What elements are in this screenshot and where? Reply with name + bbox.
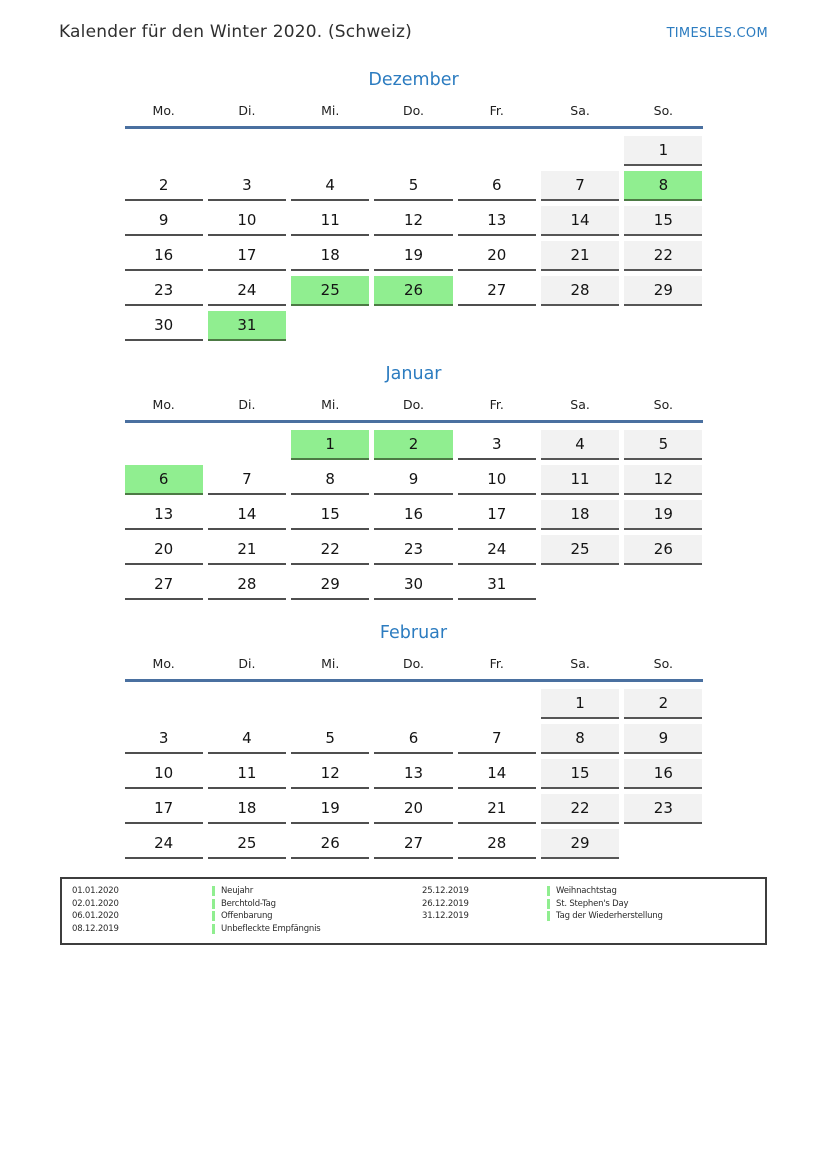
day-cell: 26	[291, 829, 369, 859]
weekday-header	[125, 103, 703, 129]
day-cell: 16	[125, 241, 203, 271]
day-cell: 25	[208, 829, 286, 859]
day-cell: 23	[374, 535, 452, 565]
weekday-label: Mi.	[321, 397, 340, 412]
weekday-label: Do.	[402, 103, 424, 118]
legend-date: 06.01.2020	[72, 911, 119, 922]
topbar	[0, 0, 827, 42]
page-title: Kalender für den Winter 2020. (Schweiz)	[59, 22, 412, 42]
day-cell: 26	[374, 276, 452, 306]
weekday-label: Fr.	[489, 103, 504, 118]
day-cell: 9	[624, 724, 702, 754]
legend-date: 08.12.2019	[72, 923, 119, 934]
day-cell: 10	[458, 465, 536, 495]
day-cell: 18	[541, 500, 619, 530]
day-cell: 24	[125, 829, 203, 859]
holiday-marker-icon	[547, 899, 550, 909]
weekday-label: Sa.	[570, 103, 590, 118]
day-cell: 8	[291, 465, 369, 495]
empty-cell	[624, 570, 702, 600]
day-cell: 1	[291, 430, 369, 460]
weekday-label: Mi.	[321, 103, 340, 118]
day-cell: 15	[541, 759, 619, 789]
day-cell: 19	[374, 241, 452, 271]
legend-holiday-name: Unbefleckte Empfängnis	[221, 923, 321, 934]
legend-date: 02.01.2020	[72, 898, 119, 909]
day-cell: 27	[458, 276, 536, 306]
weekday-label: Do.	[402, 656, 424, 671]
day-cell: 5	[374, 171, 452, 201]
holiday-legend	[60, 877, 767, 945]
empty-cell	[291, 689, 369, 719]
empty-cell	[125, 136, 203, 166]
empty-cell	[624, 311, 702, 341]
day-cell: 21	[458, 794, 536, 824]
day-cell: 12	[374, 206, 452, 236]
day-cell: 17	[125, 794, 203, 824]
month-grid	[125, 136, 703, 341]
legend-item	[72, 885, 422, 898]
empty-cell	[125, 689, 203, 719]
day-cell: 24	[458, 535, 536, 565]
day-cell: 27	[374, 829, 452, 859]
day-cell: 18	[291, 241, 369, 271]
empty-cell	[458, 689, 536, 719]
day-cell: 29	[291, 570, 369, 600]
day-cell: 12	[624, 465, 702, 495]
day-cell: 28	[458, 829, 536, 859]
day-cell: 7	[458, 724, 536, 754]
day-cell: 12	[291, 759, 369, 789]
month-januar	[125, 364, 703, 600]
legend-item	[422, 910, 755, 923]
month-title: Februar	[379, 623, 448, 643]
day-cell: 17	[458, 500, 536, 530]
month-dezember	[125, 70, 703, 341]
weekday-label: Do.	[402, 397, 424, 412]
empty-cell	[541, 136, 619, 166]
holiday-marker-icon	[212, 899, 215, 909]
empty-cell	[125, 430, 203, 460]
empty-cell	[374, 689, 452, 719]
day-cell: 18	[208, 794, 286, 824]
day-cell: 5	[291, 724, 369, 754]
day-cell: 8	[541, 724, 619, 754]
day-cell: 4	[541, 430, 619, 460]
empty-cell	[541, 570, 619, 600]
weekday-label: Mo.	[152, 656, 175, 671]
weekday-label: So.	[653, 103, 674, 118]
day-cell: 31	[208, 311, 286, 341]
legend-holiday-name: St. Stephen's Day	[556, 898, 629, 909]
empty-cell	[208, 689, 286, 719]
day-cell: 3	[125, 724, 203, 754]
month-grid	[125, 689, 703, 859]
day-cell: 25	[541, 535, 619, 565]
legend-date: 31.12.2019	[422, 911, 469, 922]
day-cell: 24	[208, 276, 286, 306]
day-cell: 10	[208, 206, 286, 236]
legend-holiday-name: Weihnachtstag	[556, 886, 617, 897]
day-cell: 7	[541, 171, 619, 201]
day-cell: 8	[624, 171, 702, 201]
day-cell: 11	[541, 465, 619, 495]
legend-holiday-name: Offenbarung	[221, 911, 273, 922]
empty-cell	[208, 430, 286, 460]
day-cell: 14	[541, 206, 619, 236]
day-cell: 25	[291, 276, 369, 306]
legend-date: 26.12.2019	[422, 898, 469, 909]
empty-cell	[458, 311, 536, 341]
empty-cell	[458, 136, 536, 166]
day-cell: 16	[624, 759, 702, 789]
day-cell: 4	[208, 724, 286, 754]
weekday-header	[125, 397, 703, 423]
day-cell: 20	[125, 535, 203, 565]
weekday-label: Di.	[238, 656, 256, 671]
weekday-label: Sa.	[570, 397, 590, 412]
site-link[interactable]: TIMESLES.COM	[666, 26, 768, 41]
day-cell: 13	[458, 206, 536, 236]
day-cell: 9	[125, 206, 203, 236]
day-cell: 14	[458, 759, 536, 789]
weekday-label: Sa.	[570, 656, 590, 671]
legend-holiday-name: Tag der Wiederherstellung	[556, 911, 663, 922]
day-cell: 6	[125, 465, 203, 495]
legend-date: 25.12.2019	[422, 886, 469, 897]
weekday-label: Fr.	[489, 397, 504, 412]
legend-holiday-name: Berchtold-Tag	[221, 898, 276, 909]
day-cell: 6	[458, 171, 536, 201]
weekday-label: Di.	[238, 103, 256, 118]
day-cell: 5	[624, 430, 702, 460]
day-cell: 21	[541, 241, 619, 271]
holiday-marker-icon	[212, 886, 215, 896]
day-cell: 11	[291, 206, 369, 236]
day-cell: 13	[125, 500, 203, 530]
day-cell: 27	[125, 570, 203, 600]
day-cell: 10	[125, 759, 203, 789]
empty-cell	[291, 311, 369, 341]
day-cell: 19	[291, 794, 369, 824]
day-cell: 31	[458, 570, 536, 600]
weekday-header	[125, 656, 703, 682]
day-cell: 3	[458, 430, 536, 460]
day-cell: 22	[541, 794, 619, 824]
legend-item	[72, 898, 422, 911]
day-cell: 28	[541, 276, 619, 306]
day-cell: 7	[208, 465, 286, 495]
holiday-marker-icon	[547, 911, 550, 921]
day-cell: 15	[624, 206, 702, 236]
holiday-marker-icon	[212, 911, 215, 921]
day-cell: 15	[291, 500, 369, 530]
day-cell: 3	[208, 171, 286, 201]
month-title: Dezember	[368, 70, 459, 90]
weekday-label: So.	[653, 656, 674, 671]
day-cell: 29	[541, 829, 619, 859]
empty-cell	[208, 136, 286, 166]
legend-holiday-name: Neujahr	[221, 886, 254, 897]
calendar-months	[125, 70, 703, 859]
weekday-label: So.	[653, 397, 674, 412]
day-cell: 9	[374, 465, 452, 495]
empty-cell	[374, 136, 452, 166]
legend-item	[72, 910, 422, 923]
day-cell: 21	[208, 535, 286, 565]
day-cell: 2	[125, 171, 203, 201]
day-cell: 2	[624, 689, 702, 719]
day-cell: 1	[624, 136, 702, 166]
legend-item	[422, 885, 755, 898]
legend-column	[422, 885, 755, 923]
legend-column	[72, 885, 422, 935]
weekday-label: Mo.	[152, 103, 175, 118]
holiday-marker-icon	[547, 886, 550, 896]
day-cell: 6	[374, 724, 452, 754]
legend-item	[72, 923, 422, 936]
day-cell: 28	[208, 570, 286, 600]
day-cell: 30	[374, 570, 452, 600]
day-cell: 16	[374, 500, 452, 530]
day-cell: 11	[208, 759, 286, 789]
month-title: Januar	[385, 364, 442, 384]
day-cell: 20	[458, 241, 536, 271]
day-cell: 13	[374, 759, 452, 789]
day-cell: 17	[208, 241, 286, 271]
day-cell: 23	[125, 276, 203, 306]
empty-cell	[374, 311, 452, 341]
day-cell: 14	[208, 500, 286, 530]
weekday-label: Mi.	[321, 656, 340, 671]
day-cell: 22	[624, 241, 702, 271]
weekday-label: Fr.	[489, 656, 504, 671]
day-cell: 2	[374, 430, 452, 460]
day-cell: 19	[624, 500, 702, 530]
day-cell: 30	[125, 311, 203, 341]
day-cell: 1	[541, 689, 619, 719]
weekday-label: Mo.	[152, 397, 175, 412]
day-cell: 20	[374, 794, 452, 824]
month-grid	[125, 430, 703, 600]
day-cell: 26	[624, 535, 702, 565]
empty-cell	[291, 136, 369, 166]
day-cell: 29	[624, 276, 702, 306]
day-cell: 22	[291, 535, 369, 565]
weekday-label: Di.	[238, 397, 256, 412]
legend-date: 01.01.2020	[72, 886, 119, 897]
holiday-marker-icon	[212, 924, 215, 934]
day-cell: 23	[624, 794, 702, 824]
day-cell: 4	[291, 171, 369, 201]
empty-cell	[541, 311, 619, 341]
month-februar	[125, 623, 703, 859]
legend-item	[422, 898, 755, 911]
empty-cell	[624, 829, 702, 859]
